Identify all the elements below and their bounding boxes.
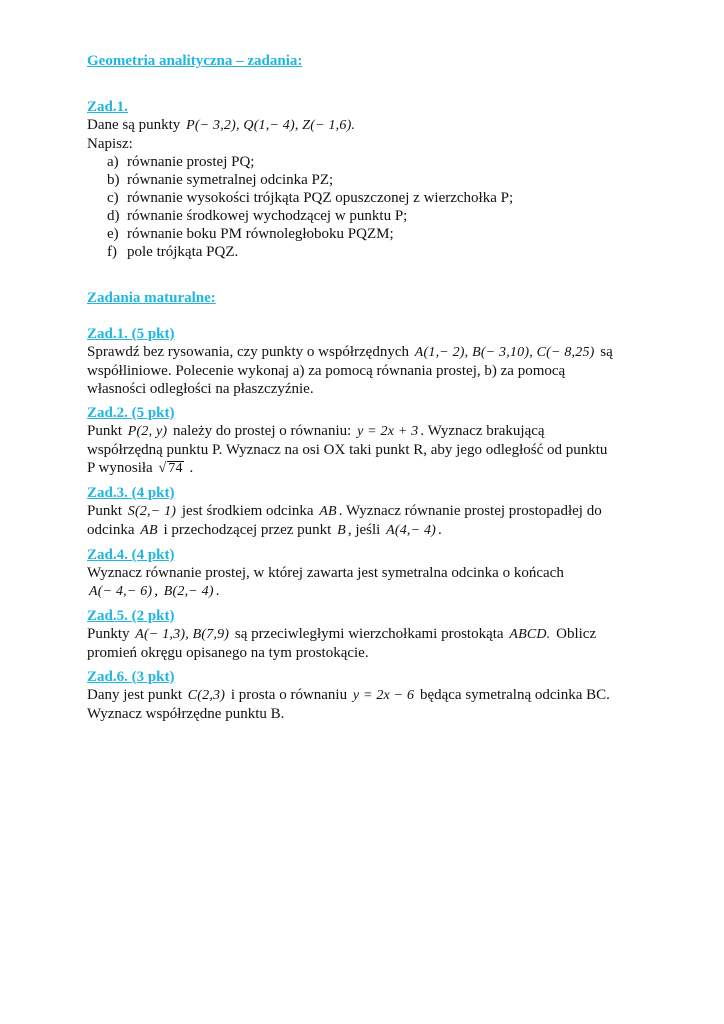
m2-text-d: P wynosiła [87,460,153,476]
list-marker: f) [107,244,117,260]
m3-point-a: A(4,− 4) [386,523,437,538]
m1-line-1 [87,343,647,362]
list-item [107,225,647,243]
task1-intro-line [87,116,647,135]
m3-segment-ab-2: AB [140,523,158,538]
m2-line-1 [87,422,647,441]
m4-point-b: B(2,− 4) [163,584,214,599]
m6-text-a: Dany jest punkt [87,687,182,703]
document-title: Geometria analityczna – zadania: [87,53,303,69]
m3-text-e: i przechodzącej przez punkt [163,522,332,538]
m2-text-e: . [189,460,194,476]
m2-line-3 [87,459,647,478]
m5-text-b: są przeciwległymi wierzchołkami prostokąta [234,626,504,642]
m5-heading: Zad.5. (2 pkt) [87,608,175,624]
m3-text-a: Punkt [87,503,123,519]
m4-line-2 [87,582,647,601]
m1-heading: Zad.1. (5 pkt) [87,326,175,342]
m3-text-g: . [438,522,442,538]
m3-segment-ab: AB [319,504,337,519]
m6-line-2: Wyznacz współrzędne punktu B. [87,706,285,722]
list-item [107,243,647,261]
document-page [87,52,647,723]
list-marker: a) [107,154,119,170]
m2-text-a: Punkt [87,423,123,439]
m6-text-c: będąca symetralną odcinka BC. [419,687,610,703]
m3-text-c: . Wyznacz równanie prostej prostopadłej do [338,503,602,519]
m5-rectangle: ABCD. [509,627,551,642]
task1-prompt: Napisz: [87,136,133,152]
m1-line-2: współliniowe. Polecenie wykonaj a) za pomocą równania prostej, b) za pomocą [87,363,566,379]
m3-text-d: odcinka [87,522,135,538]
m1-text-b: są [600,344,613,360]
m2-equation: y = 2x + 3 [357,424,419,439]
m6-equation: y = 2x − 6 [352,688,415,703]
list-item-text: równanie boku PM równoległoboku PQZM; [127,226,394,242]
list-item-text: równanie wysokości trójkąta PQZ opuszczonej z wierzchołka P; [127,190,514,206]
m2-line-2: współrzędną punktu P. Wyznacz na osi OX taki punkt R, aby jego odległość od punktu [87,442,608,458]
m3-text-b: jest środkiem odcinka [181,503,314,519]
list-item-text: równanie symetralnej odcinka PZ; [127,172,334,188]
sqrt-radicand: 74 [168,461,183,476]
m5-text-c: Oblicz [556,626,597,642]
m4-text-b: . [215,583,220,599]
list-item-text: równanie środkowej wychodzącej w punktu P; [127,208,408,224]
list-item [107,189,647,207]
m3-line-2 [87,521,647,540]
m1-text-a: Sprawdź bez rysowania, czy punkty o współrzędnych [87,344,409,360]
sqrt-sign: √ [158,461,167,476]
task1-intro: Dane są punkty [87,117,181,133]
m4-heading: Zad.4. (4 pkt) [87,547,175,563]
task1-heading: Zad.1. [87,99,128,115]
m1-points: A(1,− 2), B(− 3,10), C(− 8,25) [414,345,595,360]
m6-line-1 [87,686,647,705]
matura-title: Zadania maturalne: [87,290,216,306]
m6-text-b: i prosta o równaniu [230,687,348,703]
m2-text-c: . Wyznacz brakującą [420,423,545,439]
list-item-text: równanie prostej PQ; [127,154,255,170]
list-marker: e) [107,226,119,242]
list-marker: d) [107,208,120,224]
m4-point-a: A(− 4,− 6) [89,584,153,599]
list-item [107,153,647,171]
m2-heading: Zad.2. (5 pkt) [87,405,175,421]
m4-line-1: Wyznacz równanie prostej, w której zawarta jest symetralna odcinka o końcach [87,565,564,581]
task1-list [87,153,647,261]
sqrt-symbol [156,461,185,476]
list-item [107,171,647,189]
m4-text-a: , [154,583,159,599]
m3-text-f: , jeśli [347,522,381,538]
task1-points: P(− 3,2), Q(1,− 4), Z(− 1,6). [186,118,356,133]
m3-point-s: S(2,− 1) [127,504,177,519]
m2-point-p: P(2, y) [127,424,168,439]
m3-heading: Zad.3. (4 pkt) [87,485,175,501]
list-item-text: pole trójkąta PQZ. [127,244,239,260]
m3-line-1 [87,502,647,521]
m3-point-b: B [337,523,346,538]
list-item [107,207,647,225]
m5-text-a: Punkty [87,626,130,642]
m6-point-c: C(2,3) [187,688,226,703]
m5-line-2: promień okręgu opisanego na tym prostokącie. [87,645,369,661]
list-marker: c) [107,190,119,206]
m1-line-3: własności odległości na płaszczyźnie. [87,381,314,397]
m5-points: A(− 1,3), B(7,9) [135,627,230,642]
list-marker: b) [107,172,120,188]
m6-heading: Zad.6. (3 pkt) [87,669,175,685]
m2-text-b: należy do prostej o równaniu: [173,423,352,439]
m5-line-1 [87,625,647,644]
